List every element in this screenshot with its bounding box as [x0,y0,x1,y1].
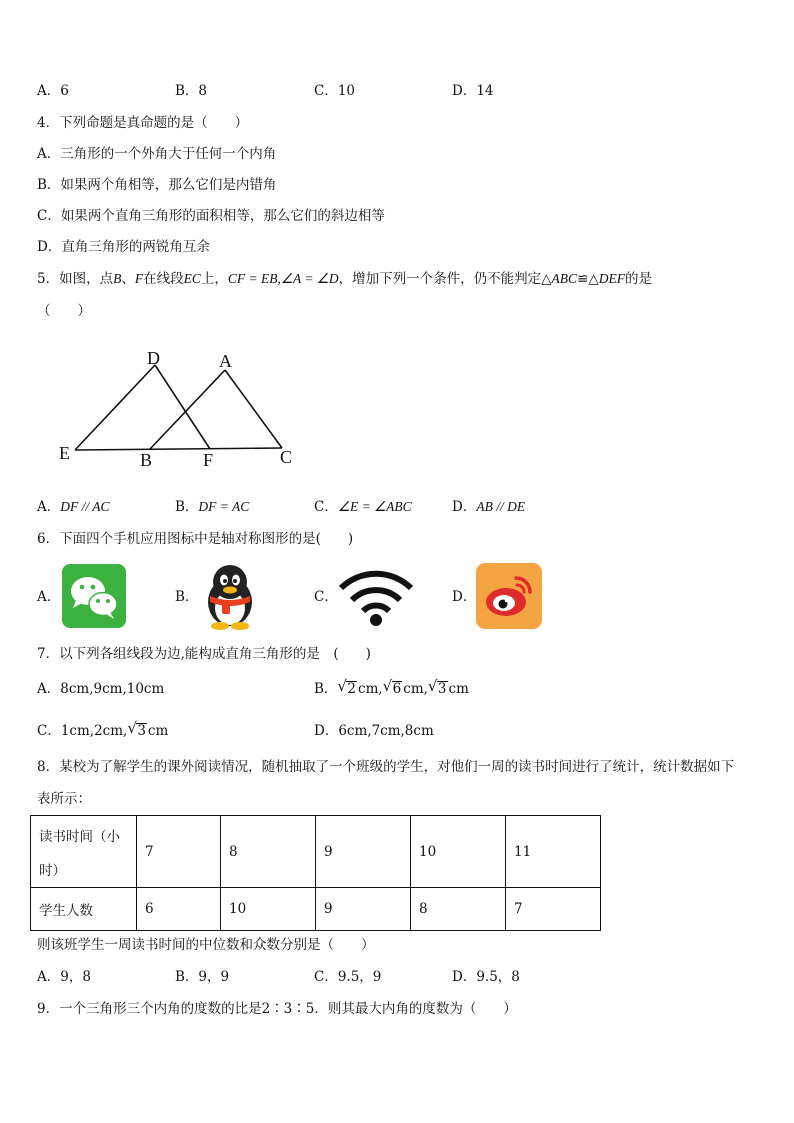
table-cell: 8 [411,888,506,931]
q6-stem: 6．下面四个手机应用图标中是轴对称图形的是( ) [37,531,354,547]
q3-option-a: A．6 [37,83,69,99]
q7-option-c: C．1cm,2cm, √ 3 cm [37,719,169,739]
wechat-icon [62,564,126,628]
q5-option-c: C．∠E = ∠ABC [314,499,412,515]
table-header-student-count: 学生人数 [31,888,137,931]
q4-option-b: B．如果两个角相等，那么它们是内错角 [37,177,277,193]
q4-stem: 4．下列命题是真命题的是（ ） [37,115,249,131]
q8-option-c: C．9.5，9 [314,969,382,985]
table-cell: 9 [316,816,411,888]
table-cell: 6 [137,888,221,931]
q5-option-a: A．DF // AC [37,499,110,515]
q4-option-c: C．如果两个直角三角形的面积相等，那么它们的斜边相等 [37,208,385,224]
q3-option-d: D．14 [452,83,494,99]
q6-option-d-label: D． [452,589,477,605]
q6-option-b-label: B． [175,589,199,605]
q8-option-a: A．9，8 [37,969,91,985]
table-row [31,888,601,931]
q8-stem-line2: 表所示： [37,791,91,807]
segment-AC [225,370,282,448]
q8-option-b: B．9，9 [175,969,230,985]
q4-option-a: A．三角形的一个外角大于任何一个内角 [37,146,277,162]
q4-option-d: D．直角三角形的两锐角互余 [37,239,210,255]
table-cell: 10 [221,888,316,931]
label-A: A [219,351,232,371]
segment-BA [150,370,225,449]
q5-triangle-figure [55,345,305,475]
table-header-reading-time: 读书时间（小 时） [31,816,137,888]
q3-option-b: B．8 [175,83,208,99]
label-E: E [59,443,70,463]
q7-option-d: D．6cm,7cm,8cm [314,723,434,739]
label-D: D [147,348,160,368]
q5-stem: 5．如图，点B、F在线段EC上，CF = EB,∠A = ∠D，增加下列一个条件，仍不能判定△ABC≌△DEF的是 [37,271,652,287]
qq-penguin-icon [198,562,262,630]
table-cell: 7 [137,816,221,888]
q7-option-a: A．8cm,9cm,10cm [37,681,165,697]
q9-stem: 9．一个三角形三个内角的度数的比是2∶3∶5．则其最大内角的度数为（ ） [37,1001,517,1017]
q6-option-c-label: C． [314,589,338,605]
segment-EC [75,448,282,450]
segment-DF [155,365,210,449]
q8-stem-line1: 8．某校为了解学生的课外阅读情况，随机抽取了一个班级的学生，对他们一周的读书时间进行了统计，统计数据如下 [37,759,735,775]
table-cell: 11 [506,816,601,888]
table-cell: 8 [221,816,316,888]
table-cell: 7 [506,888,601,931]
q5-option-d: D．AB // DE [452,499,526,515]
q3-option-c: C．10 [314,83,356,99]
segment-ED [75,365,155,450]
q7-option-b: B． √ 2 cm, √ 6 cm, √ 3 cm [314,677,469,697]
table-row [31,816,601,888]
reading-time-table [30,815,601,931]
q6-option-a-label: A． [37,589,61,605]
table-cell: 10 [411,816,506,888]
label-F: F [203,450,214,470]
q8-after: 则该班学生一周读书时间的中位数和众数分别是（ ） [37,937,375,953]
q5-option-b: B．DF = AC [175,499,250,515]
label-B: B [140,450,153,470]
label-C: C [280,447,293,467]
weibo-icon [476,563,542,629]
wifi-icon [337,566,415,628]
q8-option-d: D．9.5，8 [452,969,520,985]
q5-paren: （ ） [37,303,91,319]
table-cell: 9 [316,888,411,931]
q7-stem: 7．以下列各组线段为边,能构成直角三角形的是 ( ) [37,646,371,662]
